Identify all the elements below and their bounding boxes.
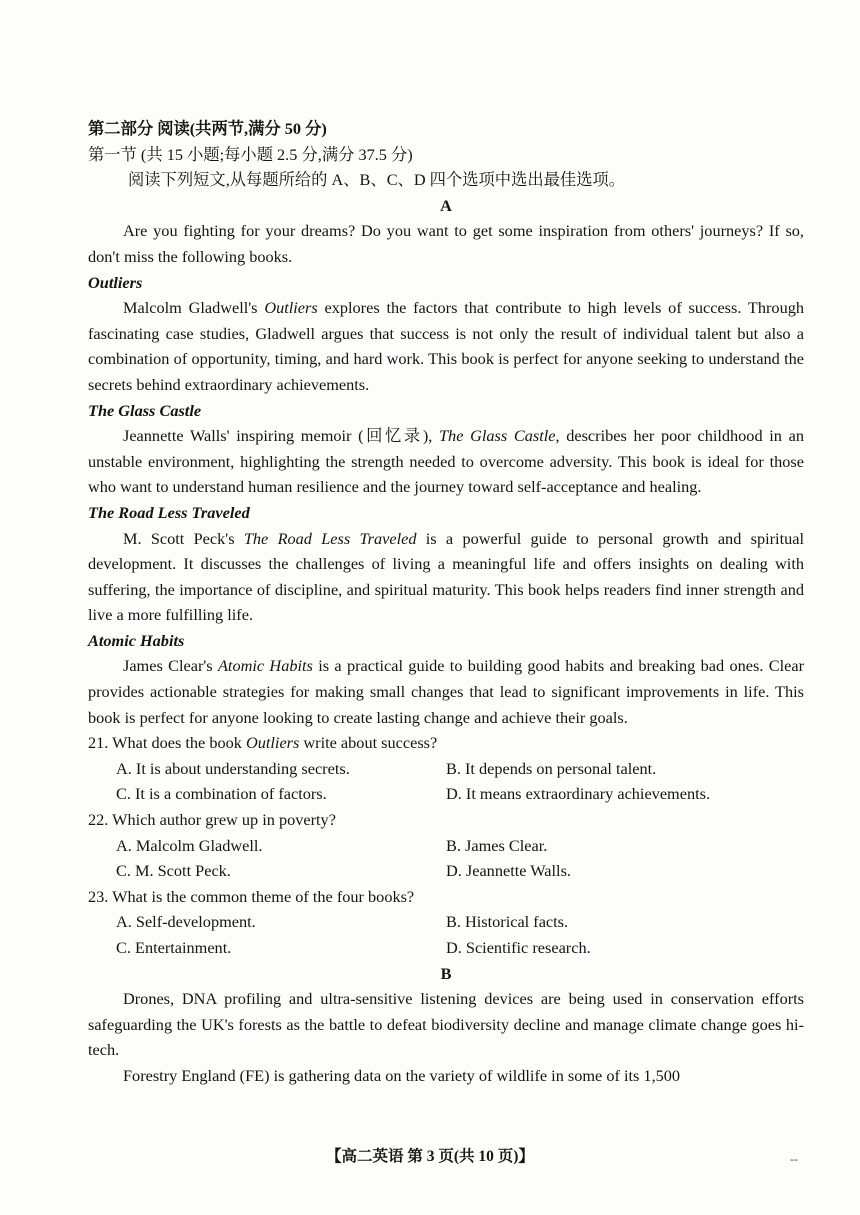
- book-name-italic: Atomic Habits: [217, 656, 313, 676]
- book-name-italic: The Glass Castle: [439, 426, 556, 446]
- section-subtitle: 第一节 (共 15 小题;每小题 2.5 分,满分 37.5 分): [88, 144, 413, 164]
- book-text: is a practical guide to building good habits and breaking bad ones. Clear provides actionable strategies for making small changes that lead to significant improvements in life. This book is perfect for anyone looking to create lasting change and achieve their goals.: [88, 656, 804, 727]
- option-b: B. James Clear.: [446, 835, 548, 855]
- question-21: [88, 730, 804, 756]
- book-name-italic: The Road Less Traveled: [243, 528, 417, 548]
- book-paragraph-atomic-habits: [88, 653, 804, 730]
- book-text: explores the factors that contribute to high levels of success. Through fascinating case studies, Gladwell argues that success is not only the result of individual talent but also a combination of opportunity, timing, and hard work. This book is perfect for anyone seeking to understand the secrets behind extraordinary achievements.: [88, 298, 804, 394]
- book-text: is a powerful guide to personal growth and spiritual development. It discusses the challenges of living a meaningful life and offers insights on dealing with suffering, the importance of discipline, and spiritual maturity. This book helps readers find inner strength and live a more fulfilling life.: [88, 528, 804, 625]
- book-text: Jeannette Walls' inspiring memoir (回忆录),: [123, 426, 439, 446]
- book-title-outliers: Outliers: [88, 272, 143, 292]
- passage-a-label: A: [440, 195, 452, 215]
- question-21-options: [116, 756, 804, 807]
- option-d: D. It means extraordinary achievements.: [446, 784, 711, 804]
- book-name-italic: Outliers: [264, 298, 318, 318]
- option-a: A. It is about understanding secrets.: [116, 758, 350, 778]
- question-22: 22. Which author grew up in poverty?: [88, 810, 336, 830]
- option-c: C. It is a combination of factors.: [116, 784, 327, 804]
- question-text: 21. What does the book: [88, 733, 246, 753]
- page-content: [88, 116, 804, 1089]
- question-23-options: [116, 909, 804, 960]
- passage-b-label: B: [440, 963, 452, 983]
- book-title-glass-castle: The Glass Castle: [88, 400, 202, 420]
- option-b: B. Historical facts.: [446, 912, 569, 932]
- book-text: Malcolm Gladwell's: [123, 298, 265, 318]
- book-title-road-less-traveled: The Road Less Traveled: [88, 502, 250, 522]
- book-paragraph-outliers: [88, 295, 804, 397]
- book-text: M. Scott Peck's: [123, 528, 244, 548]
- book-paragraph-road-less-traveled: [88, 526, 804, 628]
- page-footer: 【高二英语 第 3 页(共 10 页)】: [326, 1148, 534, 1165]
- question-text: write about success?: [299, 733, 438, 753]
- question-22-options: [116, 833, 804, 884]
- book-text: James Clear's: [123, 656, 218, 676]
- option-a: A. Malcolm Gladwell.: [116, 835, 263, 855]
- part-title: 第二部分 阅读(共两节,满分 50 分): [88, 119, 327, 138]
- option-c: C. M. Scott Peck.: [116, 861, 231, 881]
- book-text: , describes her poor childhood in an unstable environment, highlighting the strength needed to overcome adversity. This book is ideal for those who want to understand human resilience and the journey toward self-acceptance and healing.: [88, 426, 804, 497]
- question-23: 23. What is the common theme of the four books?: [88, 886, 415, 906]
- option-c: C. Entertainment.: [116, 938, 232, 957]
- book-title-atomic-habits: Atomic Habits: [88, 630, 185, 650]
- passage-b-paragraph-2: Forestry England (FE) is gathering data on the variety of wildlife in some of its 1,500: [123, 1065, 681, 1085]
- option-d: D. Jeannette Walls.: [446, 861, 571, 881]
- book-paragraph-glass-castle: [88, 423, 804, 500]
- instruction: 阅读下列短文,从每题所给的 A、B、C、D 四个选项中选出最佳选项。: [128, 170, 626, 190]
- passage-b-paragraph-1: Drones, DNA profiling and ultra-sensitive listening devices are being used in conservation efforts safeguarding the UK's forests as the battle to defeat biodiversity decline and manage climate change goes hi-tech.: [88, 989, 804, 1060]
- option-d: D. Scientific research.: [446, 938, 591, 957]
- option-a: A. Self-development.: [116, 912, 256, 932]
- passage-a-intro: Are you fighting for your dreams? Do you want to get some inspiration from others' journeys? If so, don't miss the following books.: [88, 221, 804, 266]
- question-italic: Outliers: [245, 733, 300, 753]
- option-b: B. It depends on personal talent.: [446, 758, 657, 778]
- corner-mark: --: [790, 1152, 798, 1166]
